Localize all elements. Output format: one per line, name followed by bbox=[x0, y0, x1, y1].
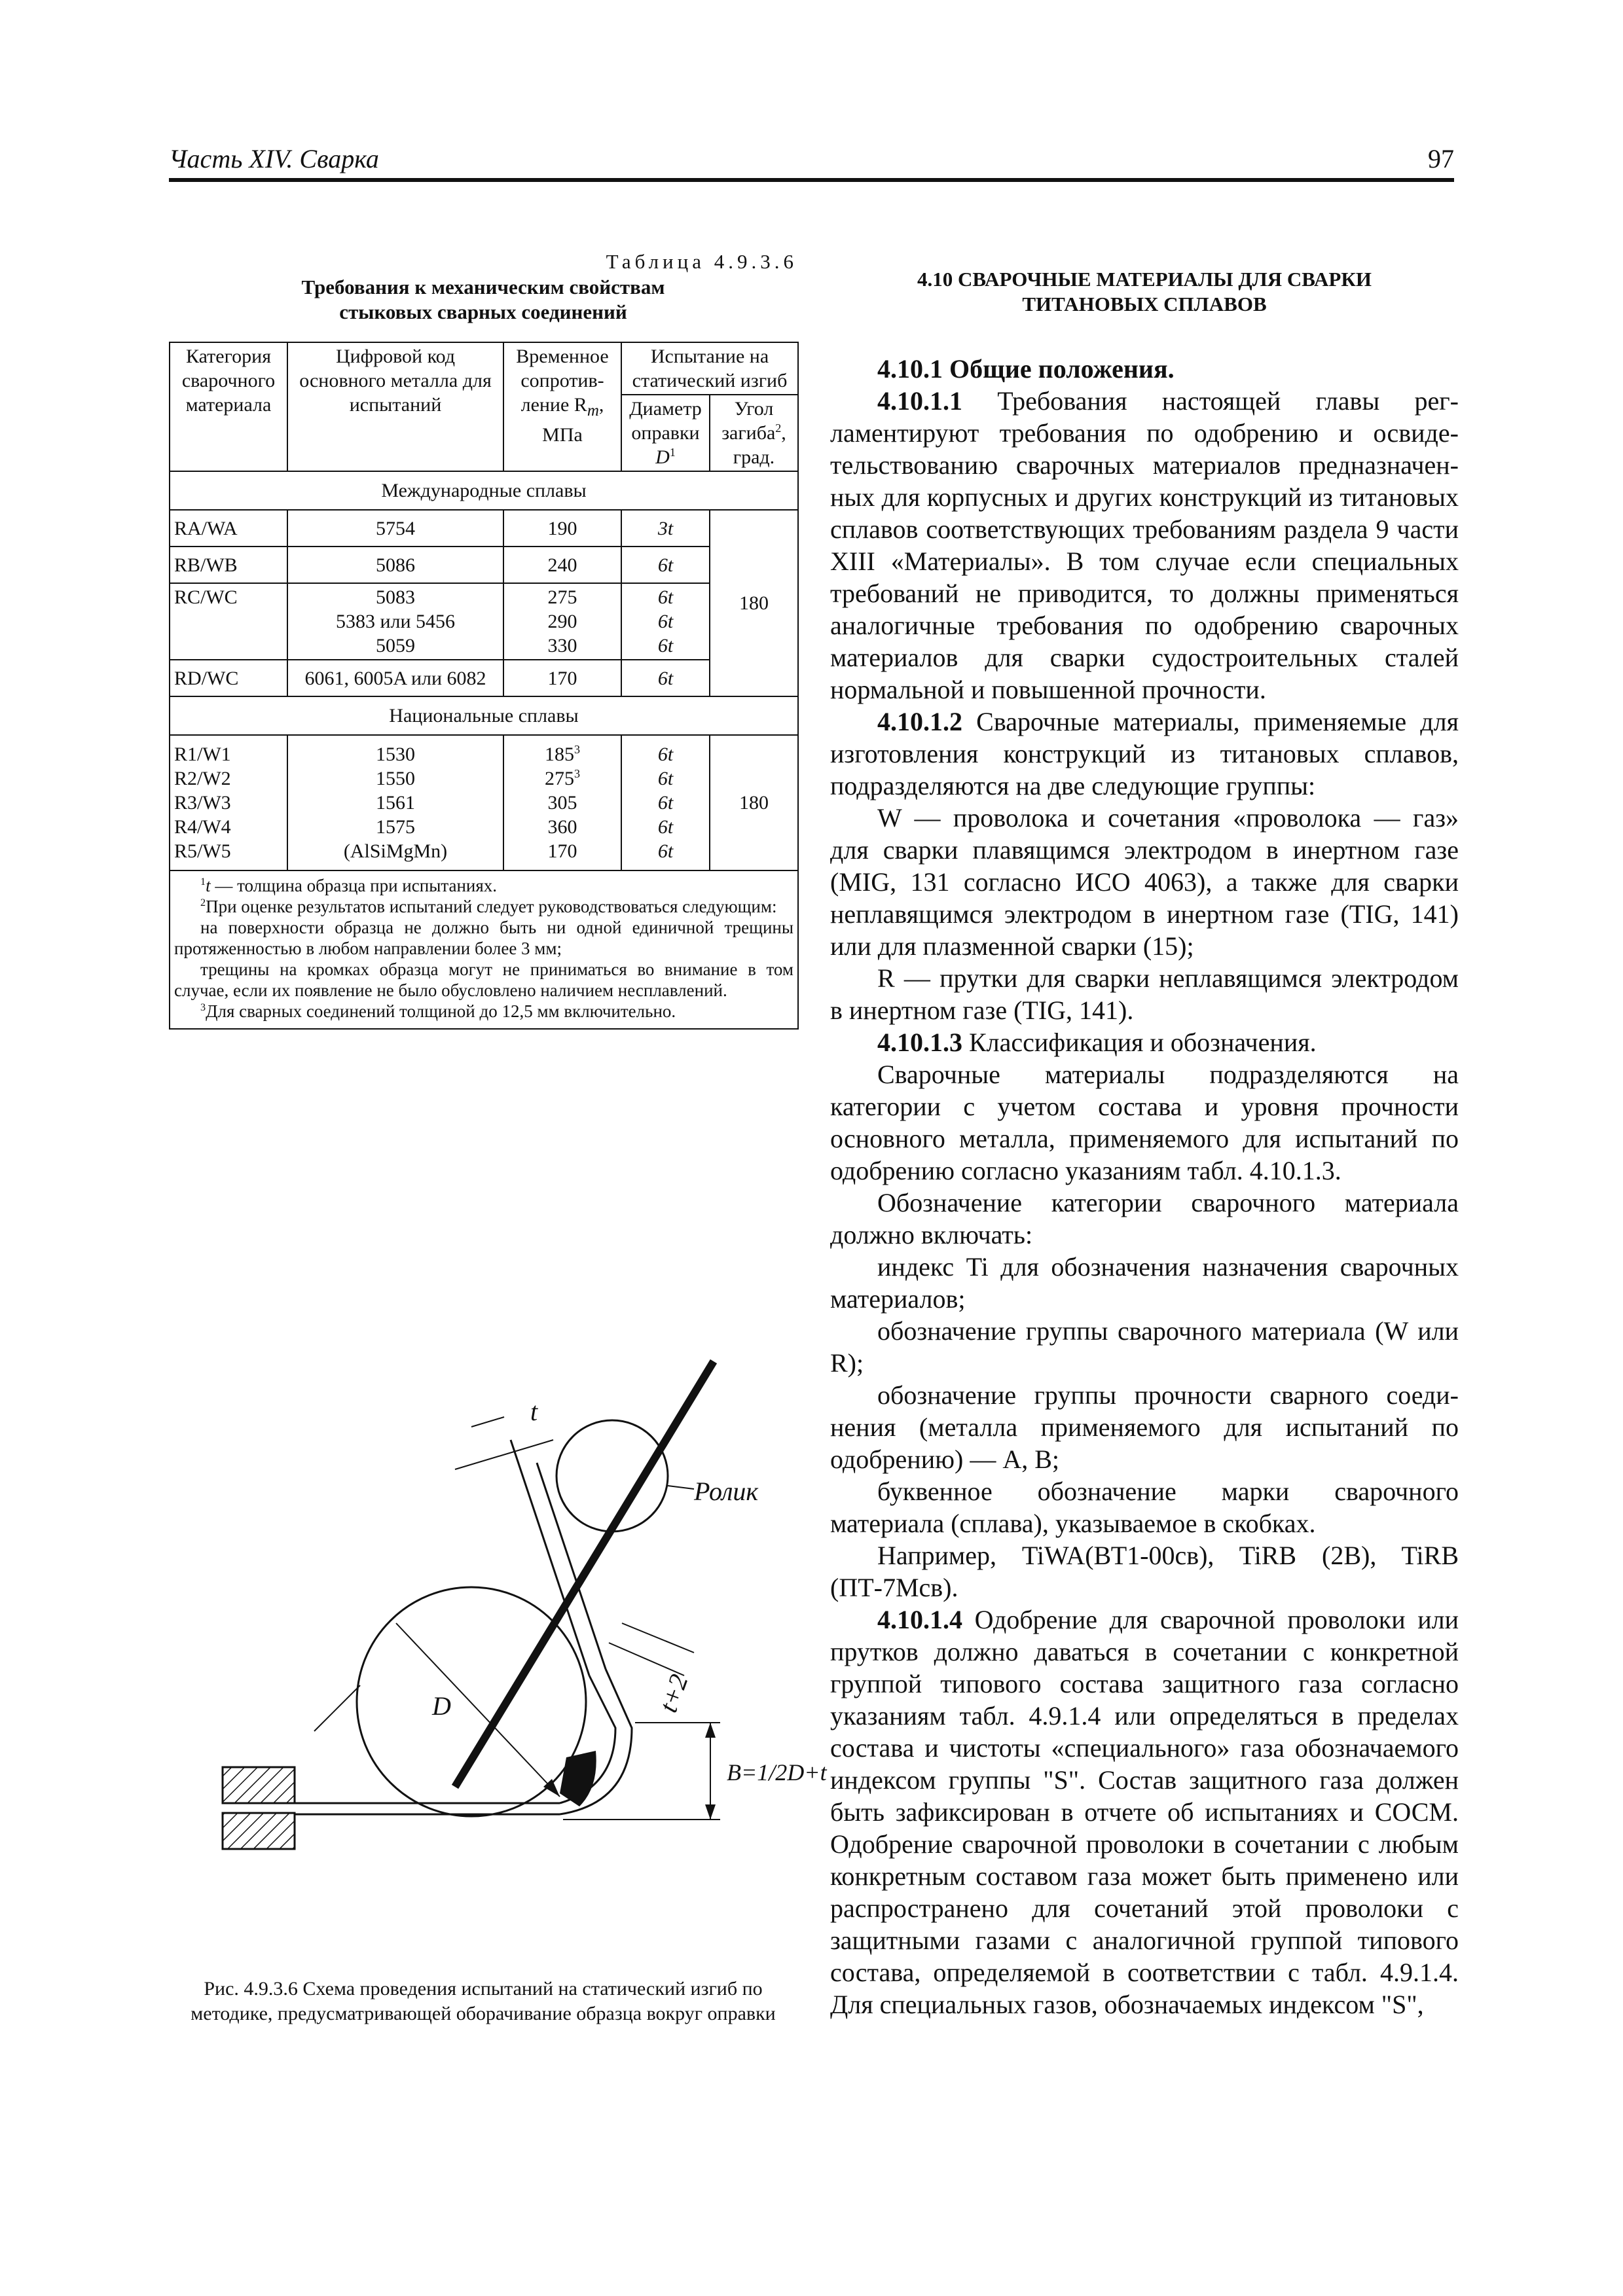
paragraph: W — проволока и сочетания «проволока — газ» для сварки плавящимся электродом в инертном газе (MIG, 131 согласно ИСО 4063), а также для сварки неплавящимся электродом в инертном газе (TIG, 141) или для плазменной сварки (15); bbox=[830, 803, 1459, 961]
header-bend-test: Испытание на статический изгиб bbox=[621, 342, 798, 395]
label-t: t bbox=[530, 1397, 538, 1426]
paragraph: 4.10.1.2 Сварочные материалы, применяемые для изготовления конструкций из титановых сплавов, подразделяются на две следующие группы: bbox=[830, 707, 1459, 800]
paragraph: 4.10.1.4 Одобрение для сварочной проволоки или прутков должно даваться в сочетании с конкретной группой типового состава защитного газа согласно указаниям табл. 4.9.1.4 или определяться в пределах состава и чистоты «специального» газа обозначаемого индексом группы "S". Состав защитного газа должен быть зафиксирован в отчете об испытаниях и СОСМ. Одобрение сварочной проволоки в сочетании с любым конкретным составом газа может быть применено или распространено для сочетаний этой проволоки с защитными газами с аналогичной группой типового состава, определяемой в соответствии с табл. 4.9.1.4. Для специальных газов, обозначаемых индексом "S", bbox=[830, 1605, 1459, 2019]
section-title: 4.10 СВАРОЧНЫЕ МАТЕРИАЛЫ ДЛЯ СВАРКИ ТИТАНОВЫХ СПЛАВОВ bbox=[917, 268, 1372, 315]
dimension-line bbox=[314, 1685, 360, 1731]
roller bbox=[556, 1420, 668, 1532]
bend-test-diagram bbox=[196, 1335, 827, 1990]
label-B: B=1/2D+t bbox=[727, 1759, 827, 1785]
part-title: Часть XIV. Сварка bbox=[169, 144, 379, 173]
group-international: Международные сплавы bbox=[170, 471, 798, 510]
angle-international: 180 bbox=[710, 510, 798, 696]
table-title bbox=[169, 275, 797, 325]
table-row: RD/WC 6061, 6005A или 6082 170 6t bbox=[170, 660, 798, 696]
table-footnotes: $^1$t — толщина образца при испытаниях. $^2$При оценке результатов испытаний следует руководствоваться следующим: на поверхности образца не должно быть ни одной единичной трещины протяженностью в любом направлении более 3 мм; трещины на кромках образца могут не приниматься во внимание в том случае, если их появление не было обусловлено наличием несплавлений. $^3$Для сварных соединений толщиной до 12,5 мм включительно. bbox=[170, 870, 798, 1029]
header-tensile: Временное сопротив- ление $R_m$, МПа bbox=[503, 342, 621, 471]
table-row: R1/W1 R2/W2 R3/W3 R4/W4 R5/W5 1530 1550 1561 1575 (AlSiMgMn) $185^3$ $275^3$ 305 360 170 6t 6t 6t 6t 6t 180 bbox=[170, 735, 798, 870]
label-t-plus-2: t+2 bbox=[653, 1670, 694, 1717]
clamp-upper bbox=[223, 1767, 295, 1803]
paragraph: Например, TiWA(ВТ1-00св), TiRB (2В), TiRB (ПТ-7Мсв). bbox=[830, 1541, 1459, 1602]
table bbox=[169, 342, 799, 1030]
label-roller: Ролик bbox=[694, 1477, 759, 1506]
running-header bbox=[169, 145, 1454, 182]
subsection-title: 4.10.1 Общие положения. bbox=[877, 354, 1175, 384]
label-D: D bbox=[432, 1691, 451, 1721]
paragraph: Сварочные материалы подразделяются на категории с учетом состава и уровня прочности основного металла, применяемого для испытаний по одобрению согласно указаниям табл. 4.10.1.3. bbox=[830, 1060, 1459, 1185]
table-row: RB/WB 5086 240 6t bbox=[170, 547, 798, 583]
arrow-head bbox=[705, 1723, 716, 1738]
figure-caption: Рис. 4.9.3.6 Схема проведения испытаний на статический изгиб по методике, предусматривающей оборачивание образца вокруг оправки bbox=[191, 1978, 776, 2024]
leader-line bbox=[668, 1486, 694, 1489]
paragraph: Обозначение категории сварочного материала должно включать: bbox=[830, 1188, 1459, 1249]
paragraph: обозначение группы прочности сварного соединения (металла применяемого для испытаний по одобрению) — А, В; bbox=[830, 1380, 1459, 1474]
weld-zone bbox=[560, 1751, 596, 1806]
paragraph: обозначение группы сварочного материала (W или R); bbox=[830, 1316, 1459, 1378]
header-angle: Угол загиба$^2$, град. bbox=[710, 395, 798, 471]
paragraph: индекс Ti для обозначения назначения сварочных материалов; bbox=[830, 1252, 1459, 1314]
paragraph: R — прутки для сварки неплавящимся электродом в инертном газе (TIG, 141). bbox=[830, 963, 1459, 1025]
table-title-line: стыковых сварных соединений bbox=[339, 300, 627, 323]
header-category: Категория сварочного материала bbox=[170, 342, 287, 471]
table-title-line: Требования к механическим свойствам bbox=[301, 276, 665, 298]
table-row: RA/WA 5754 190 3t 180 bbox=[170, 510, 798, 547]
table-row: RC/WC 5083 5383 или 5456 5059 275 290 330 6t 6t 6t bbox=[170, 583, 798, 660]
dimension-line bbox=[622, 1623, 694, 1653]
right-column bbox=[830, 267, 1459, 2020]
header-diameter: Диаметр оправки $D^1$ bbox=[621, 395, 710, 471]
angle-national: 180 bbox=[710, 735, 798, 870]
clamp-lower bbox=[223, 1813, 295, 1849]
header-code: Цифровой код основного металла для испытаний bbox=[287, 342, 503, 471]
arrow-head bbox=[705, 1804, 716, 1820]
specimen-edge bbox=[511, 1440, 589, 1676]
mechanical-properties-table bbox=[169, 342, 797, 1030]
table-number: Таблица 4.9.3.6 bbox=[606, 250, 797, 273]
dimension-line bbox=[471, 1417, 504, 1427]
group-national: Национальные сплавы bbox=[170, 696, 798, 735]
paragraph: 4.10.1.1 Требования настоящей главы регламентируют требования по одобрению и освидетельствованию сварочных материалов предназначенных для корпусных и других конструкций из титановых сплавов соответствующих требованиям раздела 9 части XIII «Материалы». В том случае если специальных требований не приводится, то должны применяться аналогичные требования по одобрению сварочных материалов для сварки судостроительных сталей нормальной и повышенной прочности. bbox=[830, 386, 1459, 704]
paragraph: буквенное обозначение марки сварочного материала (сплава), указываемое в скобках. bbox=[830, 1477, 1459, 1538]
paragraph: 4.10.1.3 Классификация и обозначения. bbox=[877, 1028, 1317, 1057]
page-number: 97 bbox=[1428, 144, 1454, 173]
dimension-line bbox=[609, 1643, 684, 1676]
